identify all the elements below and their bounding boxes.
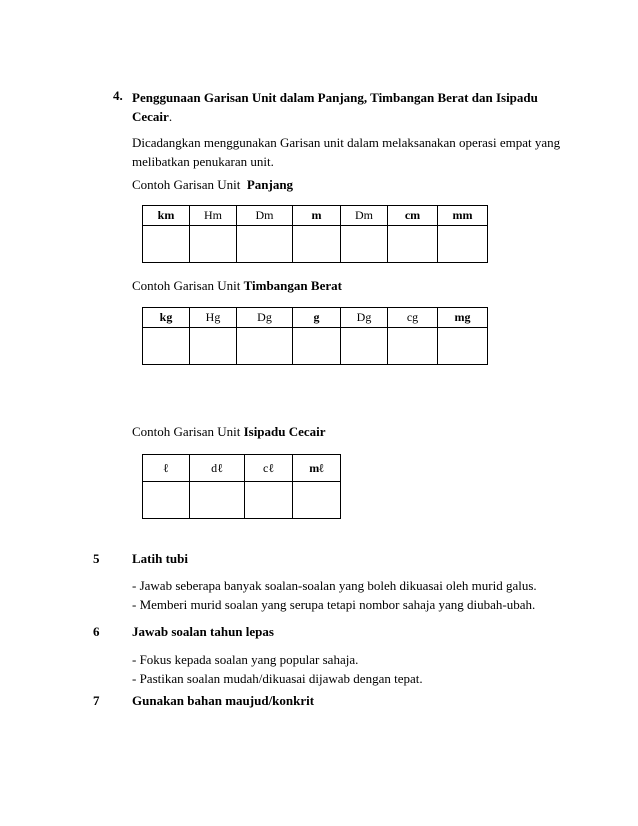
table-cell: [341, 328, 388, 365]
panjang-unit-hm: Hm: [190, 206, 237, 226]
table-cell: [293, 482, 341, 519]
section-4-intro: [132, 133, 560, 171]
table-cell: [143, 328, 190, 365]
list-item: - Pastikan soalan mudah/dikuasai dijawab dengan tepat.: [132, 671, 423, 686]
table-cell: [245, 482, 293, 519]
isipadu-header-row: [143, 455, 341, 482]
panjang-unit-km: km: [143, 206, 190, 226]
table-cell: [388, 328, 438, 365]
table-cell: [237, 328, 293, 365]
section-6-title: Jawab soalan tahun lepas: [132, 624, 274, 639]
section-5-list: [132, 576, 537, 614]
panjang-unit-mm: mm: [438, 206, 488, 226]
berat-label-prefix: Contoh Garisan Unit: [132, 278, 241, 293]
table-cell: [190, 328, 237, 365]
list-item: - Jawab seberapa banyak soalan-soalan yang boleh dikuasai oleh murid galus.: [132, 578, 537, 593]
berat-label-bold: Timbangan Berat: [243, 278, 342, 293]
isipadu-unit-table: [142, 454, 341, 519]
panjang-label-prefix: Contoh Garisan Unit: [132, 177, 241, 192]
table-cell: [190, 482, 245, 519]
berat-unit-dg: Dg: [237, 308, 293, 328]
isipadu-unit-dl: dℓ: [190, 455, 245, 482]
berat-unit-table: [142, 307, 488, 365]
table-cell: [143, 226, 190, 263]
isipadu-unit-cl: cℓ: [245, 455, 293, 482]
isipadu-label-prefix: Contoh Garisan Unit: [132, 424, 241, 439]
section-7-number: 7: [93, 693, 100, 708]
table-cell: [388, 226, 438, 263]
section-7-title: Gunakan bahan maujud/konkrit: [132, 693, 315, 708]
list-item: - Fokus kepada soalan yang popular sahaja.: [132, 652, 359, 667]
section-4-intro-line1: Dicadangkan menggunakan Garisan unit dalam melaksanakan operasi empat yang: [132, 135, 561, 150]
section-4-number: 4.: [113, 88, 123, 103]
isipadu-unit-l: ℓ: [143, 455, 190, 482]
table-cell: [293, 226, 341, 263]
panjang-label: [132, 177, 293, 193]
panjang-blank-row: [143, 226, 488, 263]
section-4-title-line2-suffix: .: [168, 109, 173, 124]
berat-unit-kg: kg: [143, 308, 190, 328]
berat-unit-g: g: [293, 308, 341, 328]
section-5-number: 5: [93, 551, 100, 566]
list-item: - Memberi murid soalan yang serupa tetapi nombor sahaja yang diubah-ubah.: [132, 597, 536, 612]
panjang-unit-cm: cm: [388, 206, 438, 226]
panjang-unit-m: m: [293, 206, 341, 226]
isipadu-label-bold: Isipadu Cecair: [243, 424, 326, 439]
panjang-label-bold: Panjang: [246, 177, 294, 192]
section-4-title-line2: [132, 107, 538, 126]
section-6-list: [132, 650, 423, 688]
panjang-unit-dm2: Dm: [341, 206, 388, 226]
table-cell: [143, 482, 190, 519]
isipadu-label: [132, 424, 326, 440]
table-cell: [293, 328, 341, 365]
berat-header-row: [143, 308, 488, 328]
section-6-number: 6: [93, 624, 100, 639]
table-cell: [341, 226, 388, 263]
table-cell: [438, 226, 488, 263]
section-4-heading: [132, 88, 538, 126]
section-5-title: Latih tubi: [132, 551, 188, 566]
table-cell: [190, 226, 237, 263]
panjang-unit-table: [142, 205, 488, 263]
berat-unit-cg: cg: [388, 308, 438, 328]
berat-label: [132, 278, 342, 294]
panjang-unit-dm: Dm: [237, 206, 293, 226]
table-cell: [237, 226, 293, 263]
table-cell: [438, 328, 488, 365]
isipadu-blank-row: [143, 482, 341, 519]
section-4-title-line2-text: Cecair: [132, 109, 169, 124]
berat-blank-row: [143, 328, 488, 365]
panjang-header-row: [143, 206, 488, 226]
berat-unit-mg: mg: [438, 308, 488, 328]
section-4-intro-line2: melibatkan penukaran unit.: [132, 154, 274, 169]
berat-unit-hg: Hg: [190, 308, 237, 328]
isipadu-unit-ml: mℓ: [293, 455, 341, 482]
section-4-title-line1: Penggunaan Garisan Unit dalam Panjang, Timbangan Berat dan Isipadu: [132, 90, 538, 105]
berat-unit-dg2: Dg: [341, 308, 388, 328]
